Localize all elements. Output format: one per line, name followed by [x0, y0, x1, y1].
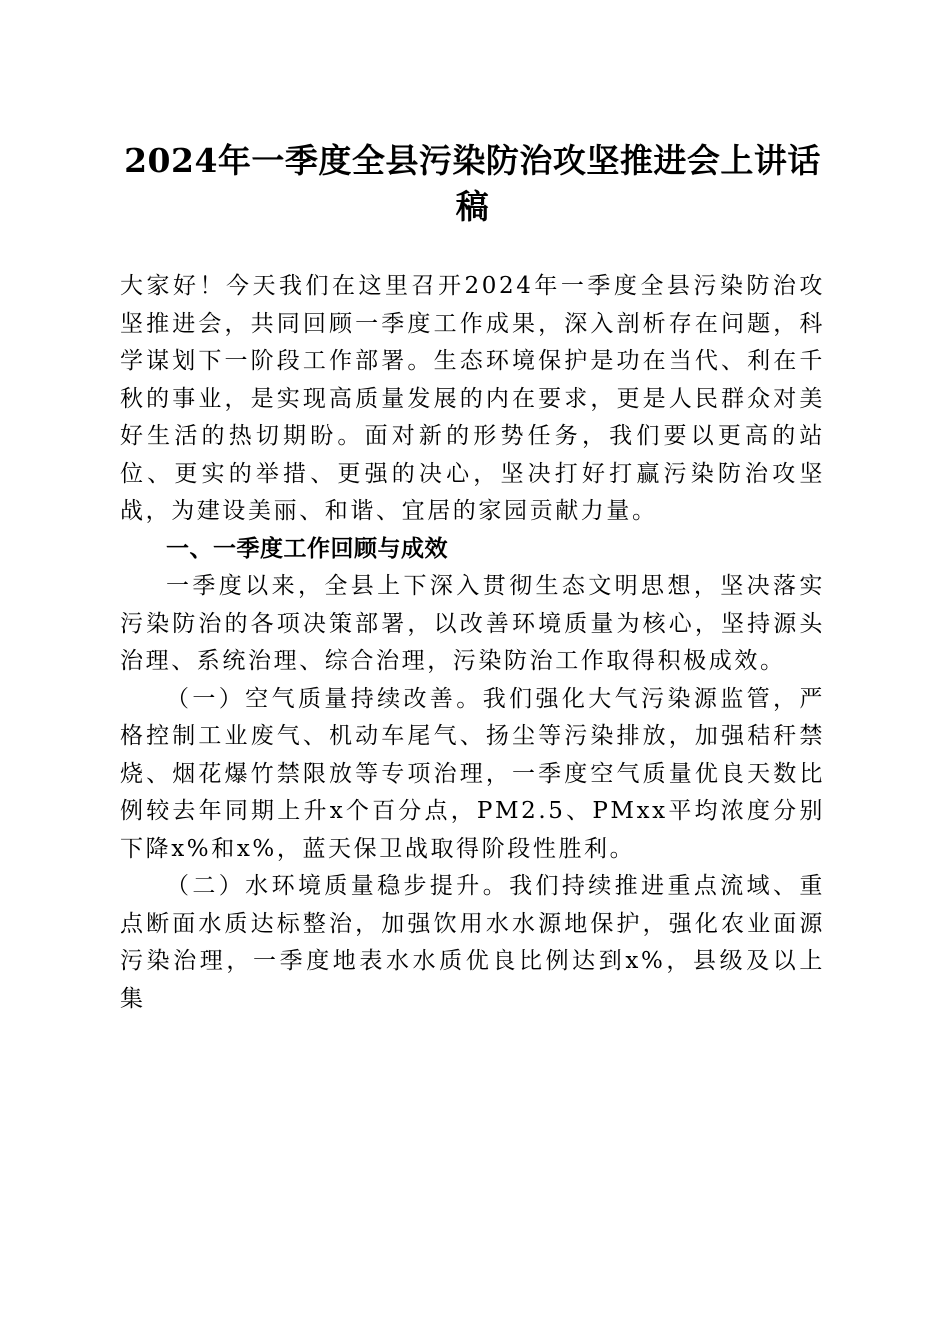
- document-title: 2024年一季度全县污染防治攻坚推进会上讲话稿: [124, 141, 821, 226]
- air-quality-paragraph: [120, 681, 825, 869]
- water-quality-lead: （二）水环境质量稳步提升。: [166, 873, 510, 899]
- air-quality-body: 我们强化大气污染源监管，严格控制工业废气、机动车尾气、扬尘等污染排放，加强秸秆禁烧、烟花爆竹禁限放等专项治理，一季度空气质量优良天数比例较去年同期上升x个百分点，PM2.5、PMxx平均浓度分别下降x%和x%，蓝天保卫战取得阶段性胜利。: [120, 685, 825, 862]
- water-quality-paragraph: [120, 868, 825, 1018]
- intro-paragraph: 大家好！今天我们在这里召开2024年一季度全县污染防治攻坚推进会，共同回顾一季度工作成果，深入剖析存在问题，科学谋划下一阶段工作部署。生态环境保护是功在当代、利在千秋的事业，是实现高质量发展的内在要求，更是人民群众对美好生活的热切期盼。面对新的形势任务，我们要以更高的站位、更实的举措、更强的决心，坚决打好打赢污染防治攻坚战，为建设美丽、和谐、宜居的家园贡献力量。: [120, 273, 825, 524]
- water-quality-body: 我们持续推进重点流域、重点断面水质达标整治，加强饮用水水源地保护，强化农业面源污染治理，一季度地表水水质优良比例达到x%，县级及以上集: [120, 873, 825, 1012]
- document-page: [120, 138, 825, 1018]
- section-intro-paragraph: 一季度以来，全县上下深入贯彻生态文明思想，坚决落实污染防治的各项决策部署，以改善环境质量为核心，坚持源头治理、系统治理、综合治理，污染防治工作取得积极成效。: [120, 573, 825, 674]
- air-quality-lead: （一）空气质量持续改善。: [166, 685, 483, 712]
- section-heading: 一、一季度工作回顾与成效: [166, 535, 448, 562]
